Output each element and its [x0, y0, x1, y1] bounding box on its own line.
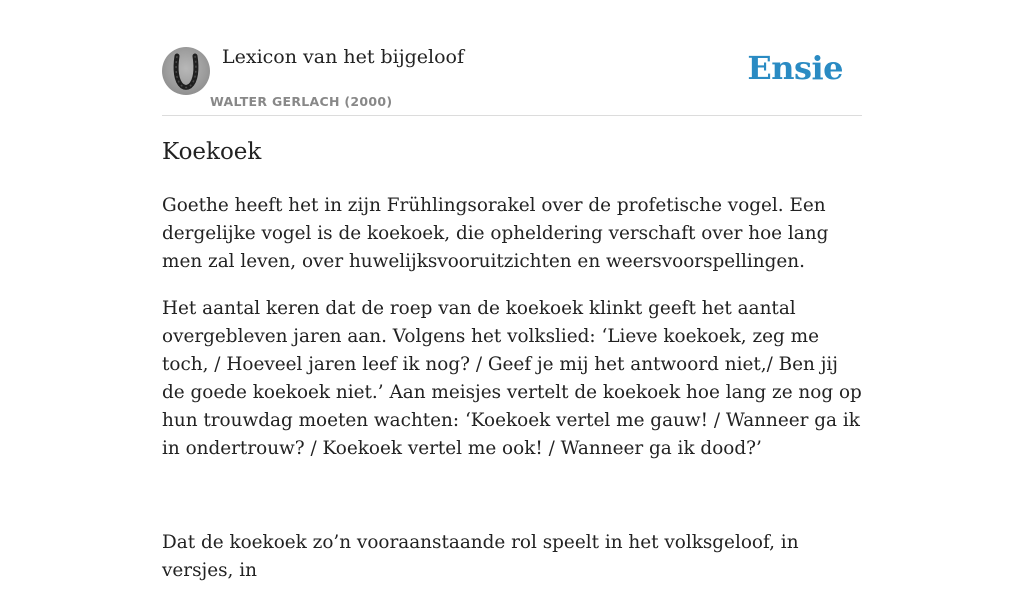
entry-title: Koekoek	[162, 139, 262, 165]
article-paragraph	[162, 482, 866, 510]
article-paragraph: Goethe heeft het in zijn Frühlingsorakel over de profetische vogel. Een dergelijke vogel is de koekoek, die opheldering verschaft over hoe lang men zal leven, over huwelijksvooruitzichten en weersvoorspellingen.	[162, 195, 829, 272]
article-paragraph: Dat de koekoek zo’n vooraanstaande rol speelt in het volksgeloof, in versjes, in	[162, 532, 799, 581]
article-body	[162, 192, 866, 604]
horseshoe-icon	[162, 47, 210, 95]
book-title[interactable]: Lexicon van het bijgeloof	[222, 46, 465, 68]
header	[162, 0, 862, 116]
article-paragraph: Het aantal keren dat de roep van de koekoek klinkt geeft het aantal overgebleven jaren aan. Volgens het volkslied: ‘Lieve koekoek, zeg me toch, / Hoeveel jaren leef ik nog? / Geef je mij het antwoord niet,/ Ben jij de goede koekoek niet.’ Aan meisjes vertelt de koekoek hoe lang ze nog op hun trouwdag moeten wachten: ‘Koekoek vertel me gauw! / Wanneer ga ik in ondertrouw? / Koekoek vertel me ook! / Wanneer ga ik dood?’	[162, 298, 862, 459]
brand-logo[interactable]: Ensie	[747, 49, 843, 87]
book-avatar[interactable]	[162, 47, 210, 95]
author-byline: WALTER GERLACH (2000)	[210, 94, 393, 109]
